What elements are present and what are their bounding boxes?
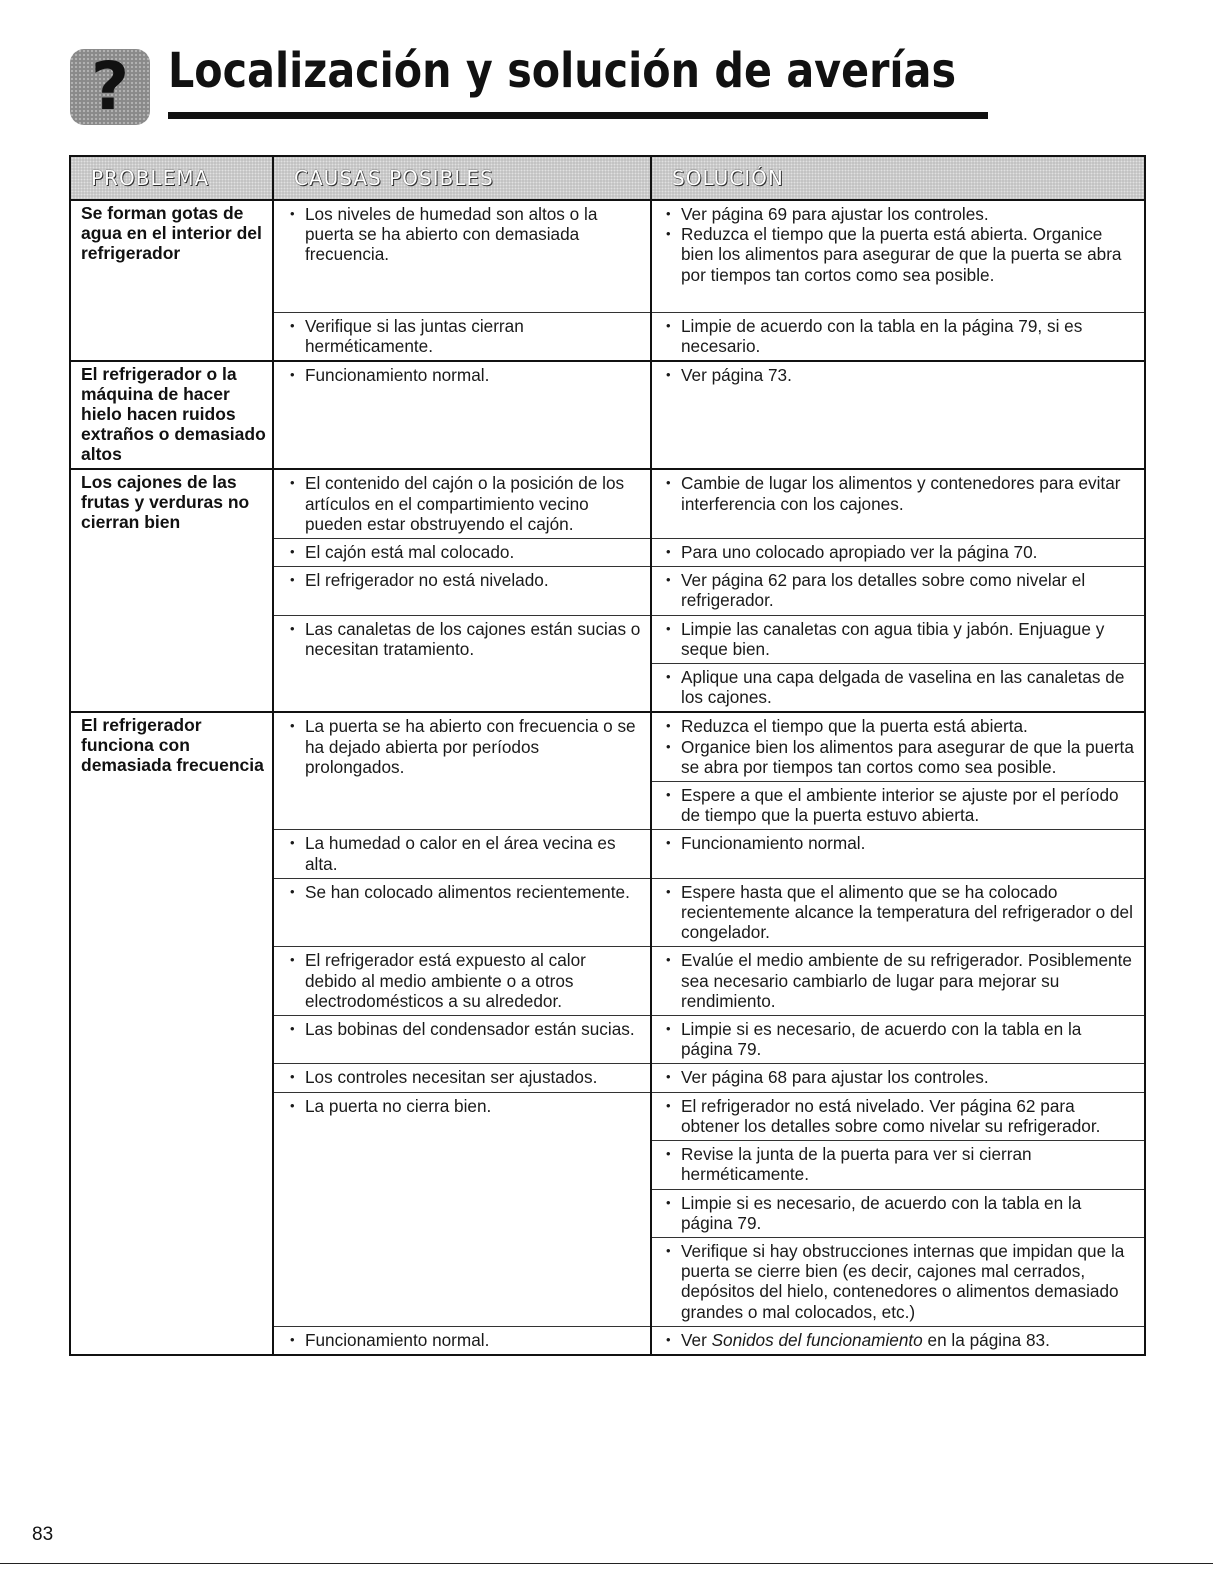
cause-cell — [273, 878, 651, 947]
solution-cell — [651, 361, 1145, 469]
solution-text: Ver — [681, 1329, 712, 1350]
header-solucion: SOLUCIÓN — [651, 156, 1145, 200]
cause-cell — [273, 1326, 651, 1355]
solution-item: • Verifique si hay obstrucciones internas que impidan que la puerta se cierre bien (es decir, cajones mal cerrados, depósitos del hielo, contenedores o alimentos demasiado grandes o mal colocados, etc.) — [664, 1241, 1136, 1322]
cause-cell — [273, 313, 651, 362]
header-problema: PROBLEMA — [70, 156, 273, 200]
cause-item: • El refrigerador no está nivelado. — [288, 570, 642, 590]
solution-cell — [651, 830, 1145, 878]
solution-cell — [651, 313, 1145, 362]
cause-cell — [273, 567, 651, 615]
cause-cell — [273, 361, 651, 469]
solution-item: • Espere a que el ambiente interior se ajuste por el período de tiempo que la puerta estuvo abierta. — [664, 785, 1136, 825]
cause-cell — [273, 469, 651, 538]
solution-item: • El refrigerador no está nivelado. Ver página 62 para obtener los detalles sobre como nivelar su refrigerador. — [664, 1096, 1136, 1136]
solution-item: • Limpie de acuerdo con la tabla en la página 79, si es necesario. — [664, 316, 1136, 356]
solution-item: • Ver página 62 para los detalles sobre como nivelar el refrigerador. — [664, 570, 1136, 610]
problem-cell: Se forman gotas de agua en el interior del refrigerador — [70, 200, 273, 361]
cause-item: • Se han colocado alimentos recientemente. — [288, 882, 642, 902]
table-row — [70, 1326, 1145, 1355]
solution-cell — [651, 1189, 1145, 1237]
cause-item: • Verifique si las juntas cierran herméticamente. — [288, 316, 642, 356]
footer-rule — [0, 1563, 1213, 1564]
cause-item: • El cajón está mal colocado. — [288, 542, 642, 562]
cause-item: • La puerta no cierra bien. — [288, 1096, 642, 1116]
cause-item: • El refrigerador está expuesto al calor debido al medio ambiente o a otros electrodomésticos a su alrededor. — [288, 950, 642, 1011]
solution-cell — [651, 947, 1145, 1016]
table-row — [70, 469, 1145, 538]
title-underline — [168, 112, 988, 119]
cause-item: • El contenido del cajón o la posición de los artículos en el compartimiento vecino pueden estar obstruyendo el cajón. — [288, 473, 642, 534]
solution-item: • Para uno colocado apropiado ver la página 70. — [664, 542, 1136, 562]
cause-cell — [273, 947, 651, 1016]
solution-cell — [651, 615, 1145, 663]
page-header — [70, 42, 957, 127]
solution-cell — [651, 1064, 1145, 1092]
solution-cell — [651, 1237, 1145, 1326]
solution-item: • Organice bien los alimentos para asegurar de que la puerta se abra por tiempos tan cortos como sea posible. — [664, 737, 1136, 777]
cause-cell — [273, 200, 651, 313]
solution-cell — [651, 567, 1145, 615]
problem-cell: El refrigerador funciona con demasiada frecuencia — [70, 712, 273, 1326]
solution-cell — [651, 878, 1145, 947]
table-row — [70, 200, 1145, 313]
table-header-row — [70, 156, 1145, 200]
solution-cell — [651, 782, 1145, 830]
solution-item — [664, 1330, 1136, 1350]
solution-cell — [651, 1092, 1145, 1140]
solution-item: • Limpie si es necesario, de acuerdo con la tabla en la página 79. — [664, 1193, 1136, 1233]
solution-cell — [651, 1326, 1145, 1355]
cause-cell — [273, 1016, 651, 1064]
problem-cell: Los cajones de las frutas y verduras no cierran bien — [70, 469, 273, 712]
solution-cell — [651, 664, 1145, 713]
solution-item: • Evalúe el medio ambiente de su refrigerador. Posiblemente sea necesario cambiarlo de lugar para mejorar su rendimiento. — [664, 950, 1136, 1011]
cause-item: • Las canaletas de los cajones están sucias o necesitan tratamiento. — [288, 619, 642, 659]
solution-cell — [651, 469, 1145, 538]
solution-cell — [651, 1016, 1145, 1064]
solution-item: • Reduzca el tiempo que la puerta está abierta. — [664, 716, 1136, 736]
solution-item: • Limpie las canaletas con agua tibia y jabón. Enjuague y seque bien. — [664, 619, 1136, 659]
cause-item: • Los controles necesitan ser ajustados. — [288, 1067, 642, 1087]
solution-item: • Aplique una capa delgada de vaselina en las canaletas de los cajones. — [664, 667, 1136, 707]
cause-cell — [273, 830, 651, 878]
solution-cell — [651, 539, 1145, 567]
solution-item: • Revise la junta de la puerta para ver si cierran herméticamente. — [664, 1144, 1136, 1184]
solution-item: • Limpie si es necesario, de acuerdo con la tabla en la página 79. — [664, 1019, 1136, 1059]
problem-cell: El refrigerador o la máquina de hacer hielo hacen ruidos extraños o demasiado altos — [70, 361, 273, 469]
solution-italic-reference: Sonidos del funcionamiento — [711, 1329, 923, 1350]
cause-cell — [273, 539, 651, 567]
table-row — [70, 712, 1145, 781]
table-row — [70, 361, 1145, 469]
cause-cell — [273, 615, 651, 712]
troubleshooting-table — [69, 155, 1146, 1356]
solution-cell — [651, 712, 1145, 781]
cause-cell — [273, 1064, 651, 1092]
solution-text: en la página 83. — [922, 1329, 1050, 1350]
cause-item: • Los niveles de humedad son altos o la puerta se ha abierto con demasiada frecuencia. — [288, 204, 642, 265]
cause-item: • La humedad o calor en el área vecina es alta. — [288, 833, 642, 873]
cause-item: • La puerta se ha abierto con frecuencia o se ha dejado abierta por períodos prolongados. — [288, 716, 642, 777]
header-causas: CAUSAS POSIBLES — [273, 156, 651, 200]
solution-item: • Ver página 68 para ajustar los controles. — [664, 1067, 1136, 1087]
solution-item: • Funcionamiento normal. — [664, 833, 1136, 853]
page-number: 83 — [32, 1524, 54, 1545]
solution-item: • Cambie de lugar los alimentos y contenedores para evitar interferencia con los cajones. — [664, 473, 1136, 513]
cause-cell — [273, 712, 651, 830]
cause-item: • Las bobinas del condensador están sucias. — [288, 1019, 642, 1039]
cause-item: • Funcionamiento normal. — [288, 1330, 642, 1350]
solution-item: • Ver página 73. — [664, 365, 1136, 385]
question-mark-icon: ? — [70, 49, 150, 125]
cause-item: • Funcionamiento normal. — [288, 365, 642, 385]
solution-cell — [651, 200, 1145, 313]
solution-item: • Ver página 69 para ajustar los controles. — [664, 204, 1136, 224]
solution-cell — [651, 1141, 1145, 1189]
solution-item: • Espere hasta que el alimento que se ha colocado recientemente alcance la temperatura del refrigerador o del congelador. — [664, 882, 1136, 943]
solution-item: • Reduzca el tiempo que la puerta está abierta. Organice bien los alimentos para asegurar de que la puerta se abra por tiempos tan cortos como sea posible. — [664, 224, 1136, 285]
page-title: Localización y solución de averías — [168, 43, 957, 99]
problem-cell-continued — [70, 1326, 273, 1355]
cause-cell — [273, 1092, 651, 1326]
